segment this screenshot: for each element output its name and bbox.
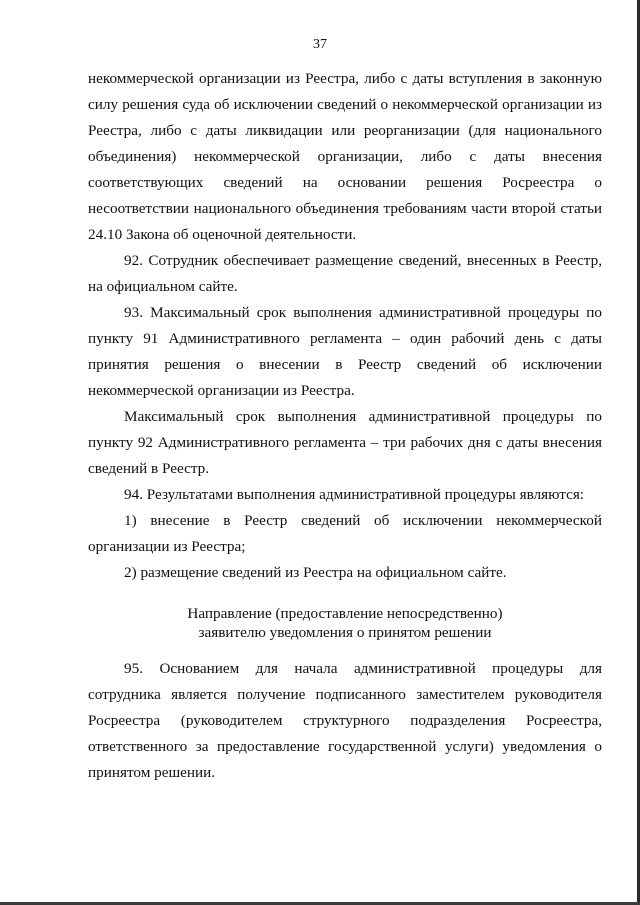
section-heading-line-2: заявителю уведомления о принятом решении	[198, 624, 492, 641]
page-number: 37	[313, 37, 327, 52]
paragraph-continuation: некоммерческой организации из Реестра, либо с даты вступления в законную силу решения суда об исключении сведений о некоммерческой организации из Реестра, либо с даты ликвидации или реорганизации (для национального объединения) некоммерческой организации, либо с даты внесения соответствующих сведений на основании решения Росреестра о несоответствии национального объединения требованиям части второй статьи 24.10 Закона об оценочной деятельности.	[88, 70, 602, 243]
paragraph-93-second: Максимальный срок выполнения административной процедуры по пункту 92 Административного регламента – три рабочих дня с даты внесения сведений в Реестр.	[88, 408, 602, 477]
paragraph-93: 93. Максимальный срок выполнения административной процедуры по пункту 91 Административного регламента – один рабочий день с даты принятия решения о внесении в Реестр сведений об исключении некоммерческой организации из Реестра.	[88, 304, 602, 399]
paragraph-95: 95. Основанием для начала административной процедуры для сотрудника является получение подписанного заместителем руководителя Росреестра (руководителем структурного подразделения Росреестра, ответственного за предоставление государственной услуги) уведомления о принятом решении.	[88, 660, 602, 781]
paragraph-94: 94. Результатами выполнения административной процедуры являются:	[124, 486, 585, 503]
document-body	[88, 66, 602, 786]
paragraph-92: 92. Сотрудник обеспечивает размещение сведений, внесенных в Реестр, на официальном сайте.	[88, 252, 602, 295]
section-heading-line-1: Направление (предоставление непосредственно)	[187, 605, 503, 622]
paragraph-94-item-2: 2) размещение сведений из Реестра на официальном сайте.	[124, 564, 507, 581]
paragraph-94-item-1: 1) внесение в Реестр сведений об исключении некоммерческой организации из Реестра;	[88, 512, 602, 555]
section-heading	[88, 604, 602, 642]
